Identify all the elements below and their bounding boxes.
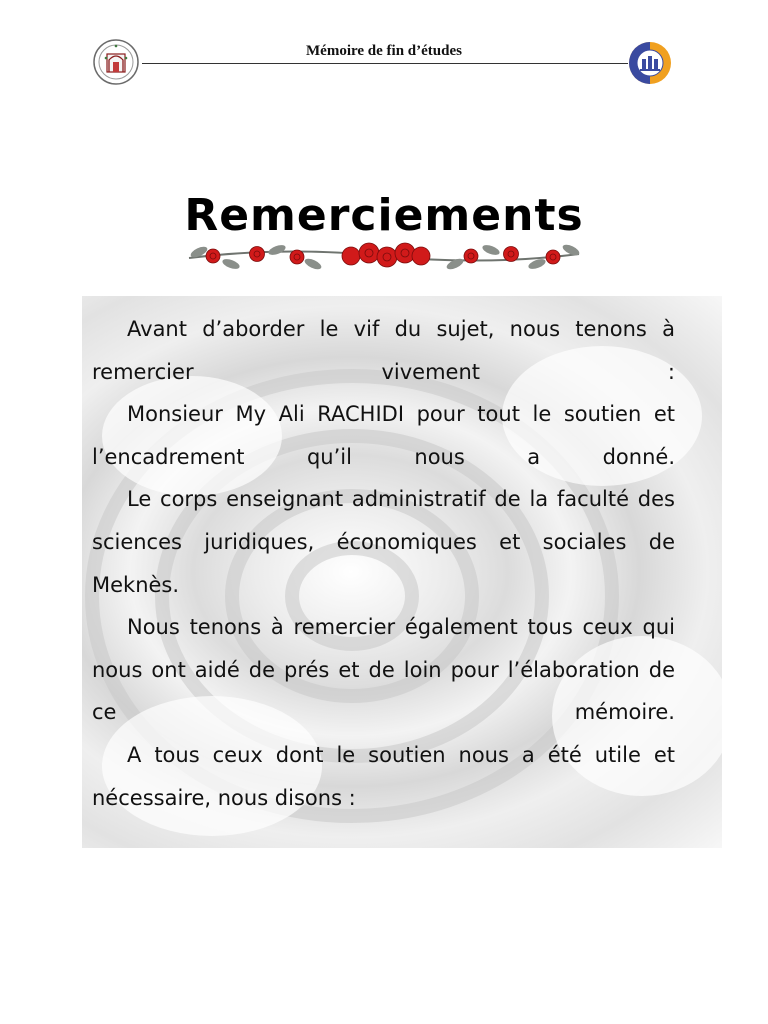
paragraph: Le corps enseignant administratif de la faculté des sciences juridiques, économiques et sociales de Meknès. (92, 487, 675, 597)
paragraph: Nous tenons à remercier également tous ceux qui nous ont aidé de prés et de loin pour l’élaboration de ce mémoire. (92, 615, 675, 725)
faculty-emblem-icon (627, 40, 673, 86)
header-title: Mémoire de fin d’études (306, 43, 462, 59)
acknowledgements-body (92, 308, 675, 819)
page-header (0, 0, 768, 110)
rose-garland-icon (185, 238, 583, 274)
paragraph: Avant d’aborder le vif du sujet, nous tenons à remercier vivement : (92, 317, 675, 384)
header-divider (142, 63, 628, 64)
page-heading: Remerciements (184, 190, 584, 241)
paragraph: Monsieur My Ali RACHIDI pour tout le soutien et l’encadrement qu’il nous a donné. (92, 402, 675, 469)
paragraph: A tous ceux dont le soutien nous a été utile et nécessaire, nous disons : (92, 742, 675, 810)
